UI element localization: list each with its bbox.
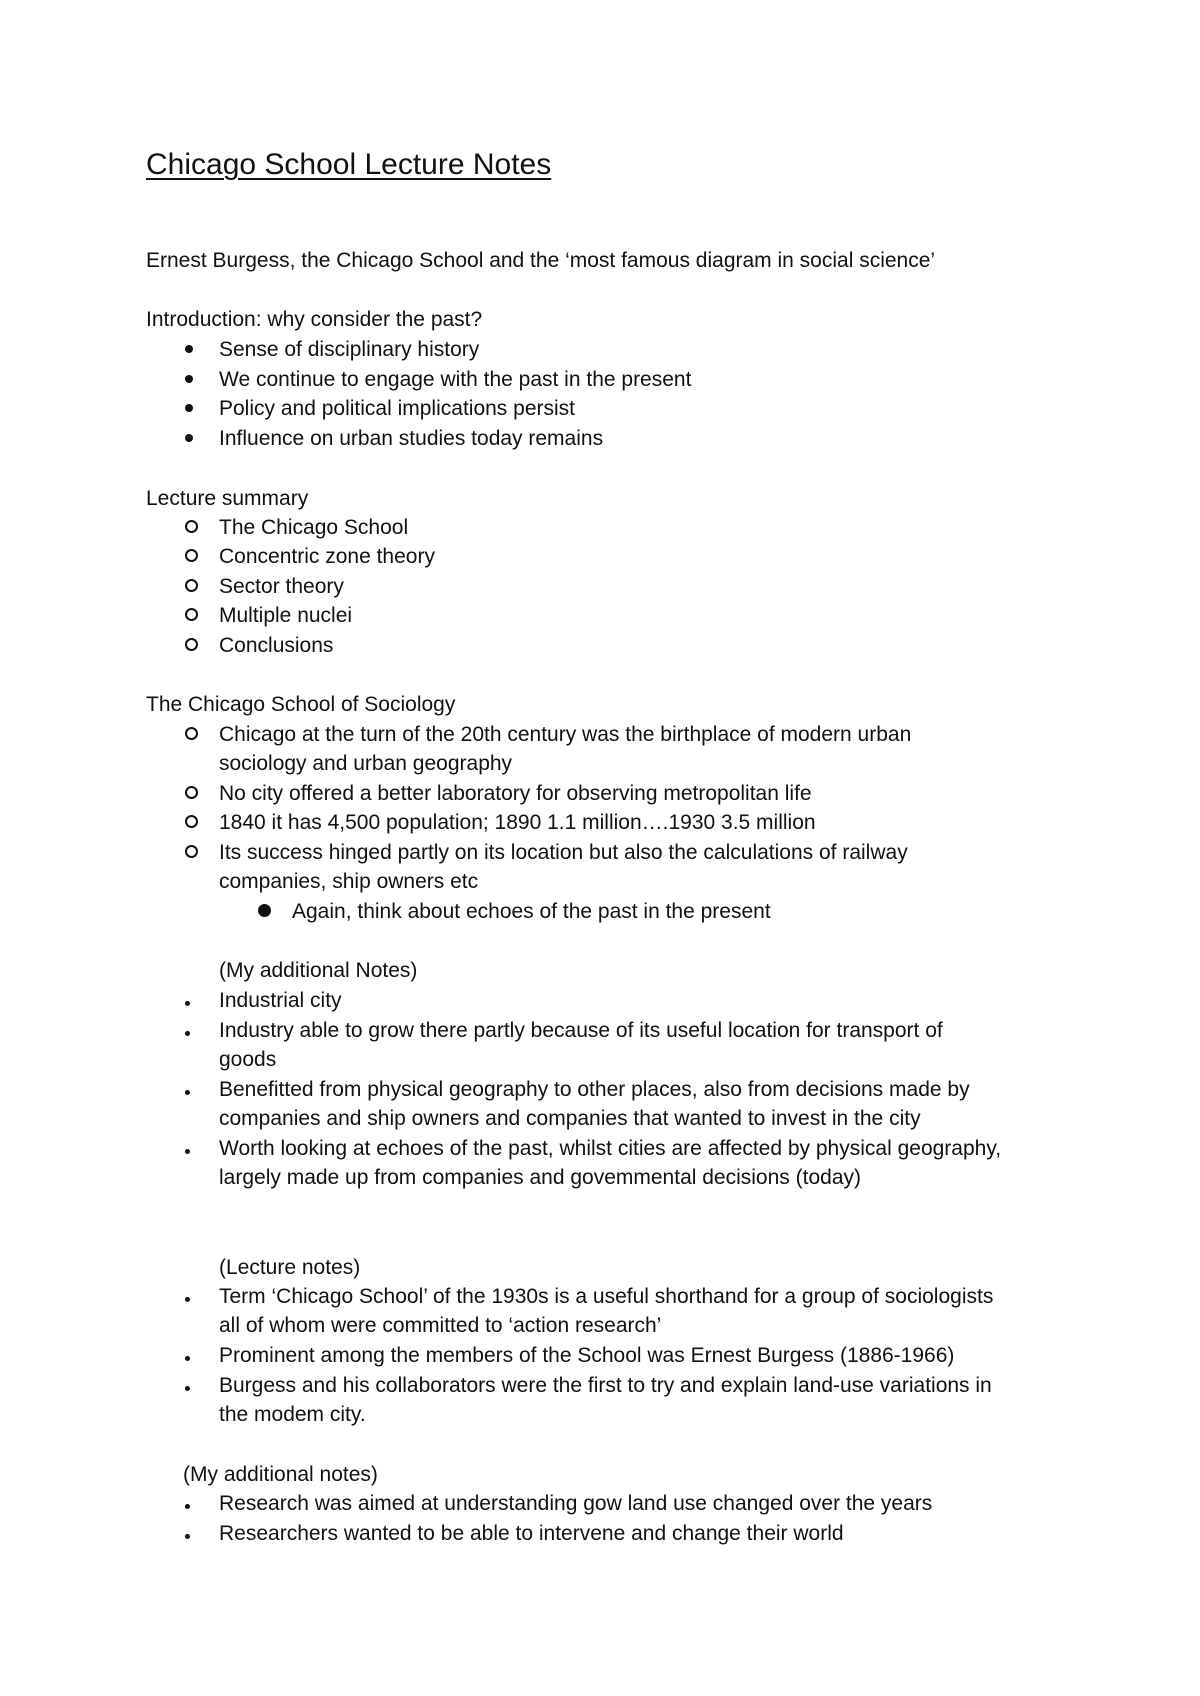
hollow-bullet-icon [185, 815, 198, 828]
list-item: Researchers wanted to be able to intervene and change their world [219, 1522, 844, 1545]
document-title: Chicago School Lecture Notes [146, 148, 552, 181]
list-item: Term ‘Chicago School’ of the 1930s is a useful shorthand for a group of sociologists [219, 1285, 994, 1308]
list-item-continuation: companies, ship owners etc [219, 870, 479, 893]
bullet-icon [185, 1149, 190, 1154]
list-item: 1840 it has 4,500 population; 1890 1.1 million….1930 3.5 million [219, 811, 816, 834]
list-item: Sense of disciplinary history [219, 338, 480, 361]
bullet-icon [185, 1031, 190, 1036]
bullet-icon [185, 1001, 190, 1006]
bullet-icon [258, 904, 271, 917]
list-item: Chicago at the turn of the 20th century was the birthplace of modern urban [219, 723, 912, 746]
list-item: No city offered a better laboratory for observing metropolitan life [219, 782, 812, 805]
hollow-bullet-icon [185, 727, 198, 740]
list-item: Sector theory [219, 575, 344, 598]
list-item: Burgess and his collaborators were the first to try and explain land-use variations in [219, 1374, 992, 1397]
sub-list-item: Again, think about echoes of the past in the present [292, 900, 771, 923]
hollow-bullet-icon [185, 579, 198, 592]
hollow-bullet-icon [185, 549, 198, 562]
bullet-icon [185, 1534, 190, 1539]
list-item: Industry able to grow there partly because of its useful location for transport of [219, 1019, 943, 1042]
introduction-heading: Introduction: why consider the past? [146, 308, 483, 331]
bullet-icon [185, 1504, 190, 1509]
bullet-icon [185, 1356, 190, 1361]
list-item: Prominent among the members of the School was Ernest Burgess (1886-1966) [219, 1344, 955, 1367]
list-item-continuation: the modem city. [219, 1403, 366, 1426]
document-subtitle: Ernest Burgess, the Chicago School and the ‘most famous diagram in social science’ [146, 249, 936, 272]
my-notes-heading: (My additional notes) [183, 1463, 378, 1486]
bullet-icon [185, 434, 193, 442]
list-item: The Chicago School [219, 516, 409, 539]
list-item-continuation: companies and ship owners and companies that wanted to invest in the city [219, 1107, 921, 1130]
bullet-icon [185, 404, 193, 412]
my-notes-heading: (My additional Notes) [219, 959, 418, 982]
list-item: Multiple nuclei [219, 604, 353, 627]
list-item: Research was aimed at understanding gow land use changed over the years [219, 1492, 933, 1515]
lecture-summary-heading: Lecture summary [146, 487, 309, 510]
hollow-bullet-icon [185, 786, 198, 799]
list-item-continuation: all of whom were committed to ‘action research’ [219, 1314, 662, 1337]
list-item: Policy and political implications persist [219, 397, 575, 420]
chicago-school-heading: The Chicago School of Sociology [146, 693, 456, 716]
list-item-continuation: goods [219, 1048, 277, 1071]
bullet-icon [185, 1386, 190, 1391]
list-item: Industrial city [219, 989, 342, 1012]
list-item: We continue to engage with the past in the present [219, 368, 692, 391]
bullet-icon [185, 375, 193, 383]
hollow-bullet-icon [185, 845, 198, 858]
bullet-icon [185, 1090, 190, 1095]
hollow-bullet-icon [185, 520, 198, 533]
hollow-bullet-icon [185, 608, 198, 621]
list-item: Its success hinged partly on its location but also the calculations of railway [219, 841, 908, 864]
list-item: Worth looking at echoes of the past, whilst cities are affected by physical geography, [219, 1137, 1002, 1160]
list-item-continuation: largely made up from companies and govemmental decisions (today) [219, 1166, 861, 1189]
list-item: Concentric zone theory [219, 545, 435, 568]
bullet-icon [185, 345, 193, 353]
list-item: Conclusions [219, 634, 334, 657]
lecture-notes-heading: (Lecture notes) [219, 1256, 361, 1279]
bullet-icon [185, 1297, 190, 1302]
list-item: Influence on urban studies today remains [219, 427, 604, 450]
list-item-continuation: sociology and urban geography [219, 752, 513, 775]
list-item: Benefitted from physical geography to other places, also from decisions made by [219, 1078, 970, 1101]
hollow-bullet-icon [185, 638, 198, 651]
